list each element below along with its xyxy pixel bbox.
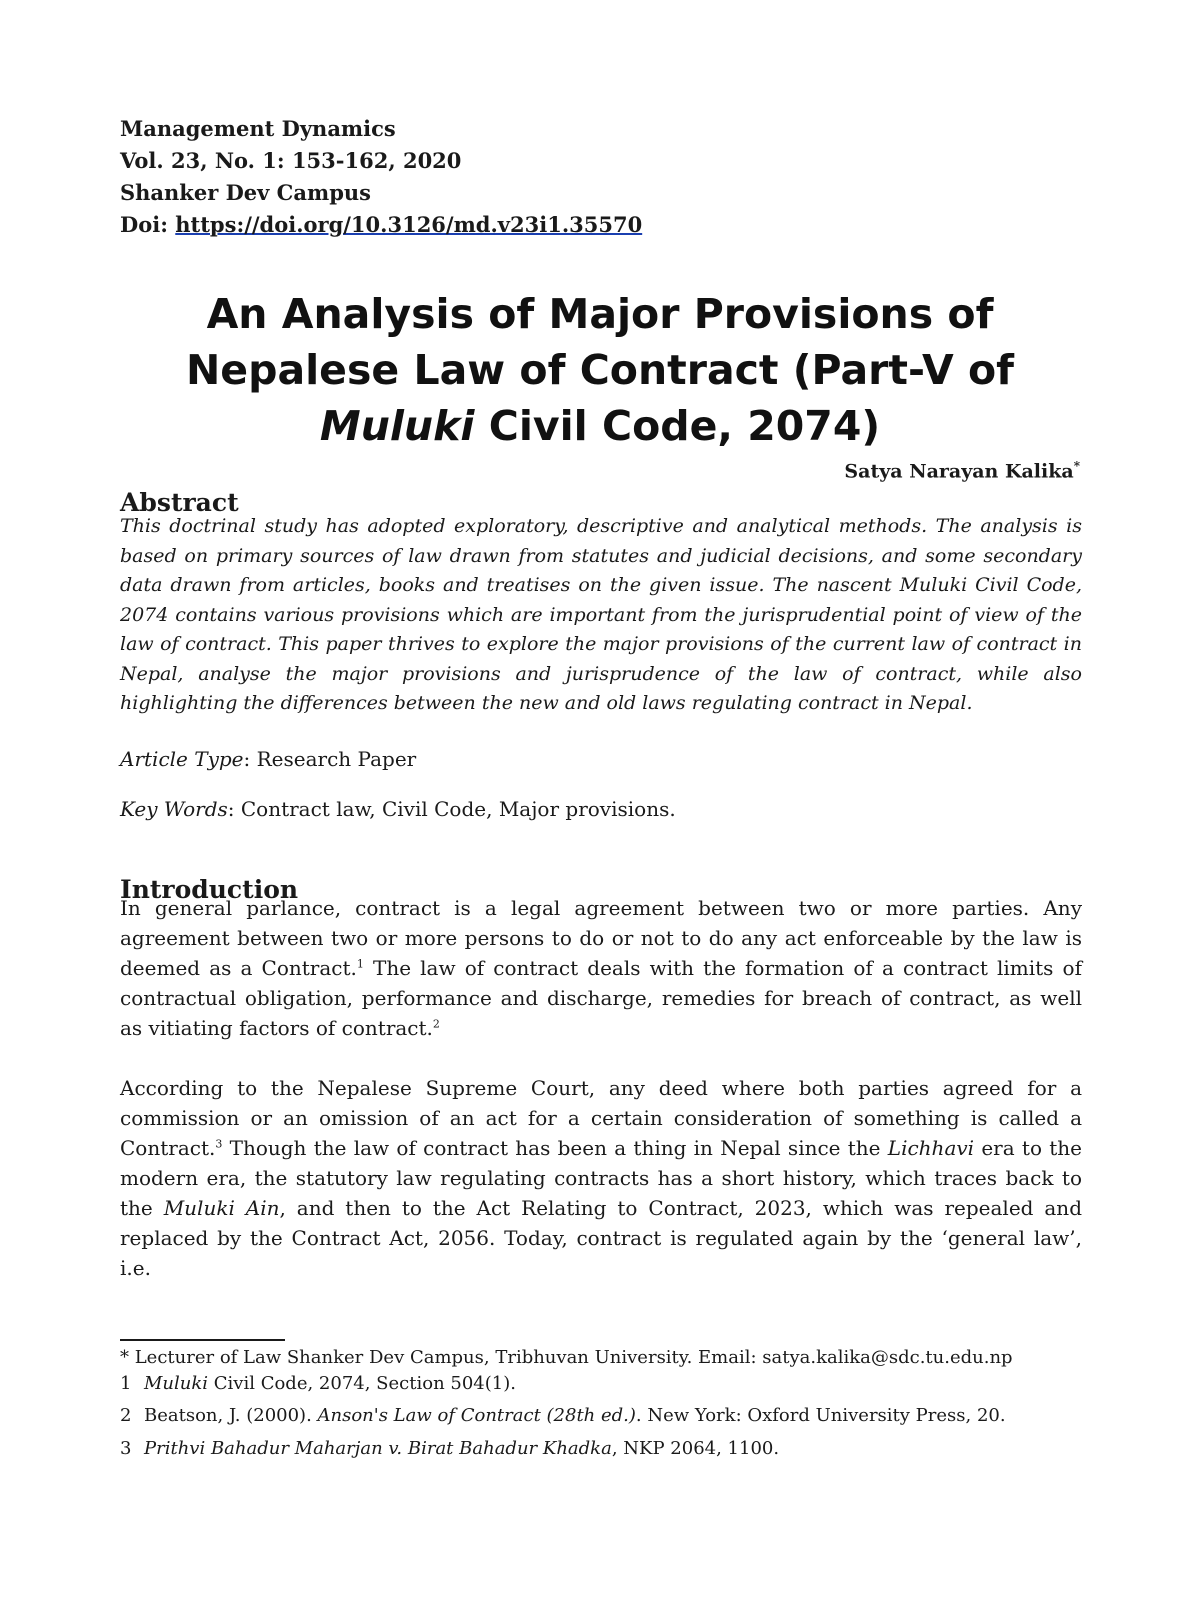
footnote-2-italic: Anson's Law of Contract (28th ed.) — [317, 1405, 636, 1426]
journal-campus: Shanker Dev Campus — [120, 180, 371, 205]
footnote-2-text-b: . New York: Oxford University Press, 20. — [635, 1405, 1006, 1426]
title-line-2: Nepalese Law of Contract (Part-V of — [185, 346, 1015, 394]
paper-title — [120, 286, 1080, 454]
author-name-text: Satya Narayan Kalika — [844, 460, 1074, 483]
author-footnote-mark: * — [1073, 459, 1080, 473]
article-type-value: : Research Paper — [243, 747, 417, 771]
p1-text-b: The law of contract deals with the formation of a contract limits of contractual obligation, performance and discharge, remedies for breach of contract, as well as vitiating factors of contract. — [120, 956, 1082, 1040]
doi-link[interactable]: https://doi.org/10.3126/md.v23i1.35570 — [175, 212, 643, 237]
footnote-2-text-a: Beatson, J. (2000). — [144, 1405, 318, 1426]
p2-text-a: According to the Nepalese Supreme Court, any deed where both parties agreed for a commission or an omission of an act for a certain consideration of something is called a Contract. — [120, 1076, 1082, 1160]
title-line-1: An Analysis of Major Provisions of — [206, 290, 994, 338]
key-words-label: Key Words — [120, 797, 228, 821]
key-words — [120, 797, 676, 821]
footnote-2 — [120, 1404, 1090, 1428]
footnote-3-text: , NKP 2064, 1100. — [611, 1438, 780, 1459]
article-type — [120, 747, 416, 771]
journal-name: Management Dynamics — [120, 116, 396, 141]
author-name — [844, 459, 1080, 482]
p2-text-c: era to the modern era, the statutory law regulating contracts has a short history, which traces back to the — [120, 1136, 1083, 1220]
title-line-3-rest: Civil Code, 2074) — [474, 402, 881, 450]
footnote-3-number: 3 — [120, 1438, 132, 1459]
p2-text-b: Though the law of contract has been a thing in Nepal since the — [222, 1136, 888, 1160]
key-words-value: : Contract law, Civil Code, Major provisions. — [227, 797, 676, 821]
footnote-1-number: 1 — [120, 1373, 132, 1394]
footnote-2-number: 2 — [120, 1405, 132, 1426]
footnote-divider — [120, 1339, 285, 1341]
introduction-paragraph-1 — [120, 893, 1082, 1043]
p2-lichhavi: Lichhavi — [887, 1136, 975, 1160]
journal-doi — [120, 209, 642, 241]
journal-meta — [120, 113, 642, 241]
article-type-label: Article Type — [120, 747, 244, 771]
p2-muluki-ain: Muluki Ain — [163, 1196, 280, 1220]
journal-volume: Vol. 23, No. 1: 153-162, 2020 — [120, 148, 462, 173]
doi-label: Doi: — [120, 212, 176, 237]
footnote-1-text: Civil Code, 2074, Section 504(1). — [208, 1373, 516, 1394]
abstract-text: This doctrinal study has adopted exploratory, descriptive and analytical methods. The analysis is based on primary sources of law drawn from statutes and judicial decisions, and some secondary data drawn from articles, books and treatises on the given issue. The nascent Muluki Civil Code, 2074 contains various provisions which are important from the jurisprudential point of view of the law of contract. This paper thrives to explore the major provisions of the current law of contract in Nepal, analyse the major provisions and jurisprudence of the law of contract, while also highlighting the differences between the new and old laws regulating contract in Nepal. — [120, 515, 1082, 714]
footnote-ref-1[interactable]: 1 — [356, 957, 364, 971]
footnote-ref-2[interactable]: 2 — [432, 1017, 440, 1031]
footnote-1-italic: Muluki — [144, 1373, 209, 1394]
footnote-1 — [120, 1372, 1090, 1396]
introduction-heading: Introduction — [120, 875, 299, 904]
p1-text-a: In general parlance, contract is a legal agreement between two or more parties. Any agreement between two or more persons to do or not to do any act enforceable by the law is deemed as a Contract. — [120, 896, 1082, 980]
introduction-paragraph-2 — [120, 1073, 1082, 1283]
p2-text-d: , and then to the Act Relating to Contract, 2023, which was repealed and replaced by the Contract Act, 2056. Today, contract is regulated again by the ‘general law’, i.e. — [120, 1196, 1082, 1280]
abstract-heading: Abstract — [120, 488, 239, 517]
footnote-3-italic: Prithvi Bahadur Maharjan v. Birat Bahadur Khadka — [144, 1438, 612, 1459]
footnote-author: * Lecturer of Law Shanker Dev Campus, Tribhuvan University. Email: satya.kalika@sdc.tu.edu.np — [120, 1347, 1013, 1368]
title-line-3 — [120, 398, 1080, 454]
footnote-ref-3[interactable]: 3 — [215, 1137, 223, 1151]
title-italic-word: Muluki — [319, 402, 475, 450]
footnote-3 — [120, 1437, 1090, 1461]
